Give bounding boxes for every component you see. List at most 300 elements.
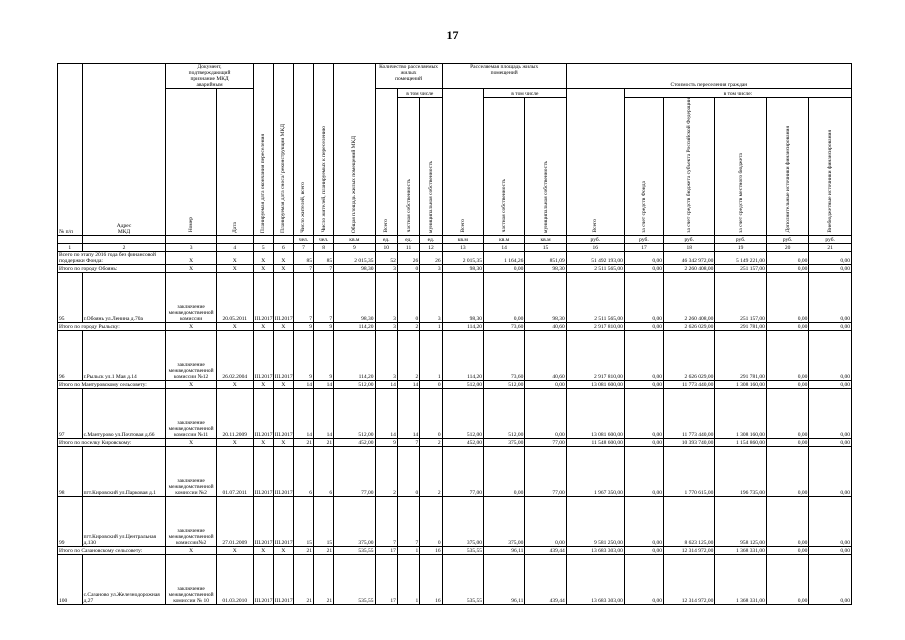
column-number-cell: 18: [664, 243, 715, 251]
table-cell: 0,00: [766, 554, 808, 604]
table-cell: 0,00: [809, 264, 852, 272]
table-cell: 2: [420, 446, 442, 496]
table-cell: 3: [375, 330, 397, 380]
table-cell: 77,00: [525, 438, 566, 446]
table-cell: 1 368 331,00: [715, 546, 766, 554]
column-number-cell: 9: [334, 243, 375, 251]
table-cell: 375,00: [334, 496, 375, 546]
table-cell: 0: [420, 388, 442, 438]
page-number: 17: [446, 28, 459, 42]
row-number: 96: [58, 330, 83, 380]
header-area-total: Общая площадь жилых помещений МКД: [334, 64, 375, 236]
table-cell: 16: [420, 546, 442, 554]
table-cell: 2: [397, 322, 419, 330]
table-cell: X: [216, 546, 253, 554]
column-number-cell: 21: [809, 243, 852, 251]
row-number: 99: [58, 496, 83, 546]
table-cell: 375,00: [442, 496, 483, 546]
row-document-number: заключение межведомственной комиссии № 10: [166, 554, 216, 604]
table-cell: 17: [375, 546, 397, 554]
row-address: с.Сазаново ул.Железнодорожная д.27: [82, 554, 166, 604]
summary-row: [58, 380, 852, 388]
summary-label: Итого по городу Обоянь:: [58, 264, 166, 272]
table-cell: 439,44: [525, 554, 566, 604]
table-cell: 0,00: [809, 322, 852, 330]
header-address-label-2: МКД: [117, 228, 131, 235]
table-cell: 12 314 972,00: [664, 554, 715, 604]
table-cell: 0,00: [624, 554, 663, 604]
table-cell: 6: [293, 446, 313, 496]
table-row: [58, 496, 852, 546]
table-cell: X: [166, 264, 216, 272]
table-cell: 2 260 408,00: [664, 264, 715, 272]
header-count-group: Количество расселяемых жилых помещений: [375, 64, 442, 89]
header-count-in-number: в том числе: [397, 89, 442, 98]
table-cell: 1 368 331,00: [715, 554, 766, 604]
table-cell: 6: [314, 446, 334, 496]
summary-label: Итого по городу Рыльску:: [58, 322, 166, 330]
unit-cell: кв.м: [484, 235, 525, 243]
unit-cell: руб.: [766, 235, 808, 243]
header-cost-extra2: Внебюджетные источники финансирования: [809, 98, 852, 236]
table-cell: 26.02.2004: [216, 330, 253, 380]
table-cell: 13 683 303,00: [566, 546, 624, 554]
table-cell: 0,00: [766, 546, 808, 554]
table-cell: 2 015,35: [334, 251, 375, 264]
table-cell: 13 081 600,00: [566, 380, 624, 388]
table-cell: 98,30: [334, 264, 375, 272]
table-cell: 98,30: [334, 272, 375, 322]
table-cell: X: [273, 251, 293, 264]
table-row: [58, 330, 852, 380]
unit-cell: чел.: [293, 235, 313, 243]
table-cell: III.2017: [273, 272, 293, 322]
unit-cell: [253, 235, 273, 243]
table-cell: III.2017: [253, 272, 273, 322]
table-cell: 958 125,00: [715, 496, 766, 546]
table-cell: 1 967 350,00: [566, 446, 624, 496]
row-number: 95: [58, 272, 83, 322]
table-cell: 11 773 440,00: [664, 380, 715, 388]
table-cell: 1 164,26: [484, 251, 525, 264]
header-address-cell: [82, 64, 166, 236]
summary-label: Всего по этапу 2016 года без финансовой поддержки Фонда:: [58, 251, 166, 264]
table-cell: 439,44: [525, 546, 566, 554]
table-cell: 1: [397, 554, 419, 604]
table-cell: 15: [293, 496, 313, 546]
table-cell: 452,00: [334, 438, 375, 446]
table-cell: 3: [375, 272, 397, 322]
table-cell: 0,00: [809, 554, 852, 604]
column-number-cell: 10: [375, 243, 397, 251]
table-cell: 0,00: [766, 322, 808, 330]
header-cost-extra: Дополнительные источники финансирования: [766, 98, 808, 236]
table-cell: 0,00: [766, 264, 808, 272]
table-cell: 9: [314, 322, 334, 330]
table-cell: 20.05.2011: [216, 272, 253, 322]
table-cell: 77,00: [442, 446, 483, 496]
column-number-cell: 20: [766, 243, 808, 251]
table-cell: X: [273, 264, 293, 272]
column-number-cell: 19: [715, 243, 766, 251]
table-cell: 0,00: [766, 380, 808, 388]
header-area-group: Расселяемая площадь жилых помещений: [442, 64, 566, 89]
table-cell: 21: [293, 546, 313, 554]
table-row: [58, 554, 852, 604]
table-cell: X: [216, 251, 253, 264]
table-row: [58, 446, 852, 496]
column-number-cell: 12: [420, 243, 442, 251]
table-cell: 2 917 810,00: [566, 322, 624, 330]
table-cell: 0,00: [484, 272, 525, 322]
table-cell: 1: [397, 546, 419, 554]
unit-cell: кв.м: [442, 235, 483, 243]
table-cell: 52: [375, 251, 397, 264]
table-cell: 0,00: [624, 264, 663, 272]
row-document-number: заключение межведомственной комиссии№2: [166, 496, 216, 546]
header-area-all: Всего: [442, 89, 483, 236]
column-number-cell: 11: [397, 243, 419, 251]
table-cell: 535,55: [442, 546, 483, 554]
header-count-private: частная собственность: [397, 98, 419, 236]
table-cell: 0,00: [525, 380, 566, 388]
table-cell: III.2017: [273, 446, 293, 496]
table-cell: 0,00: [809, 272, 852, 322]
table-cell: 1 308 160,00: [715, 388, 766, 438]
row-document-number: заключение межведомственной комиссии №11: [166, 388, 216, 438]
unit-cell: [273, 235, 293, 243]
table-cell: X: [253, 546, 273, 554]
table-cell: 14: [314, 380, 334, 388]
table-row: [58, 388, 852, 438]
unit-cell: кв.м: [525, 235, 566, 243]
table-cell: X: [166, 251, 216, 264]
table-cell: 0,00: [766, 388, 808, 438]
table-cell: III.2017: [273, 330, 293, 380]
table-cell: 98,30: [442, 264, 483, 272]
table-cell: 512,00: [442, 380, 483, 388]
table-cell: 2 015,35: [442, 251, 483, 264]
unit-cell: кв.м: [334, 235, 375, 243]
table-cell: 26: [397, 251, 419, 264]
table-cell: X: [273, 380, 293, 388]
table-cell: 85: [314, 251, 334, 264]
table-cell: 85: [293, 251, 313, 264]
table-cell: III.2017: [253, 388, 273, 438]
table-cell: 2 626 029,00: [664, 322, 715, 330]
table-cell: III.2017: [273, 388, 293, 438]
column-number-cell: 3: [166, 243, 216, 251]
column-number-cell: 4: [216, 243, 253, 251]
table-cell: 3: [375, 264, 397, 272]
table-cell: 40,60: [525, 330, 566, 380]
column-number-cell: 1: [58, 243, 83, 251]
table-cell: III.2017: [273, 554, 293, 604]
table-cell: 21: [293, 554, 313, 604]
table-cell: 452,00: [442, 438, 483, 446]
table-cell: 0,00: [766, 330, 808, 380]
table-cell: 0: [397, 264, 419, 272]
table-cell: 3: [420, 264, 442, 272]
table-cell: 96,11: [484, 554, 525, 604]
table-cell: 535,55: [442, 554, 483, 604]
table-cell: X: [216, 264, 253, 272]
table-cell: 7: [397, 438, 419, 446]
table-cell: 17: [375, 554, 397, 604]
row-address: с.Мантурово ул.Почтовая д.66: [82, 388, 166, 438]
table-cell: X: [253, 264, 273, 272]
table-cell: 7: [293, 264, 313, 272]
table-cell: 96,11: [484, 546, 525, 554]
header-area-in-number: в том числе: [484, 89, 567, 98]
unit-cell: руб.: [566, 235, 624, 243]
table-cell: 512,00: [484, 388, 525, 438]
row-address: пгт.Кировский ул.Центральная д.130: [82, 496, 166, 546]
header-area-private: частная собственность: [484, 98, 525, 236]
table-row: [58, 272, 852, 322]
table-cell: 12 314 972,00: [664, 546, 715, 554]
unit-cell: руб.: [809, 235, 852, 243]
table-cell: III.2017: [253, 554, 273, 604]
table-cell: 9: [375, 438, 397, 446]
table-cell: 2 917 810,00: [566, 330, 624, 380]
table-cell: 7: [314, 264, 334, 272]
table-cell: 251 157,00: [715, 264, 766, 272]
header-residents: Число жителей, всего: [293, 64, 313, 236]
table-cell: 21: [314, 546, 334, 554]
table-cell: 21: [314, 438, 334, 446]
column-number-cell: 13: [442, 243, 483, 251]
table-cell: III.2017: [253, 330, 273, 380]
table-cell: 9: [293, 330, 313, 380]
table-cell: 1 770 615,00: [664, 446, 715, 496]
table-cell: III.2017: [273, 496, 293, 546]
table-cell: 0,00: [766, 272, 808, 322]
header-count-all: Всего: [375, 89, 397, 236]
table-cell: 26: [420, 251, 442, 264]
table-cell: 2 511 565,00: [566, 264, 624, 272]
table-cell: 77,00: [525, 446, 566, 496]
table-cell: 8 623 125,00: [664, 496, 715, 546]
table-cell: 0,00: [766, 251, 808, 264]
table-cell: 512,00: [484, 380, 525, 388]
unit-cell: ед.: [375, 235, 397, 243]
row-number: 98: [58, 446, 83, 496]
table-cell: 14: [397, 380, 419, 388]
table-cell: 77,00: [334, 446, 375, 496]
table-cell: 14: [293, 388, 313, 438]
table-cell: 251 157,00: [715, 272, 766, 322]
table-cell: 9 581 250,00: [566, 496, 624, 546]
table-cell: X: [273, 546, 293, 554]
row-document-number: заключение межведомственной комиссии: [166, 272, 216, 322]
table-cell: 14: [397, 388, 419, 438]
unit-cell: ед.: [397, 235, 419, 243]
table-cell: 3: [420, 272, 442, 322]
table-cell: 01.03.2010: [216, 554, 253, 604]
table-cell: 13 081 600,00: [566, 388, 624, 438]
header-npp-label: № п/п: [59, 228, 74, 235]
table-cell: 3: [375, 322, 397, 330]
column-number-cell: 2: [82, 243, 166, 251]
table-cell: 2: [397, 330, 419, 380]
table-cell: 0,00: [624, 438, 663, 446]
table-cell: 14: [314, 388, 334, 438]
table-cell: 291 781,00: [715, 322, 766, 330]
header-number: Номер: [166, 89, 216, 236]
table-cell: X: [253, 380, 273, 388]
table-cell: 375,00: [484, 438, 525, 446]
table-cell: 2 626 029,00: [664, 330, 715, 380]
table-cell: 0,00: [624, 546, 663, 554]
table-cell: 291 781,00: [715, 330, 766, 380]
header-cost-subject: за счет средств бюджета субъекта Российской Федерации: [664, 98, 715, 236]
table-cell: 114,20: [334, 322, 375, 330]
header-cost-all: Всего: [566, 89, 624, 236]
table-cell: 21: [314, 554, 334, 604]
table-cell: 7: [314, 272, 334, 322]
table-cell: 14: [375, 380, 397, 388]
header-planned-end: Планируемая дата окончания переселения: [253, 64, 273, 236]
table-cell: X: [166, 546, 216, 554]
row-address: пгт.Кировский ул.Парковая д.1: [82, 446, 166, 496]
table-cell: 0,00: [809, 546, 852, 554]
summary-label: Итого по Мантуровскому сельсовету:: [58, 380, 166, 388]
table-cell: 15: [314, 496, 334, 546]
table-cell: X: [216, 380, 253, 388]
summary-row: [58, 546, 852, 554]
table-cell: III.2017: [253, 496, 273, 546]
table-cell: 2 260 408,00: [664, 272, 715, 322]
table-cell: 7: [397, 496, 419, 546]
column-number-cell: 16: [566, 243, 624, 251]
table-cell: 0,00: [809, 251, 852, 264]
table-cell: 0,00: [624, 496, 663, 546]
table-cell: 46 342 972,00: [664, 251, 715, 264]
table-cell: 2: [420, 438, 442, 446]
table-cell: X: [253, 438, 273, 446]
table-cell: 11 548 600,00: [566, 438, 624, 446]
unit-cell: [166, 235, 216, 243]
header-npp-cell: [58, 64, 83, 236]
row-address: г.Рыльск ул.1 Мая д.14: [82, 330, 166, 380]
table-cell: X: [216, 322, 253, 330]
unit-cell: руб.: [624, 235, 663, 243]
table-cell: 0,00: [525, 496, 566, 546]
table-cell: 0,00: [624, 446, 663, 496]
unit-cell: [216, 235, 253, 243]
header-cost-local: за счет средств местного бюджета: [715, 98, 766, 236]
table-cell: 0: [420, 496, 442, 546]
table-cell: X: [166, 438, 216, 446]
table-cell: 1 154 860,00: [715, 438, 766, 446]
table-cell: 21: [293, 438, 313, 446]
table-cell: 114,20: [442, 330, 483, 380]
column-number-cell: 14: [484, 243, 525, 251]
table-cell: 851,09: [525, 251, 566, 264]
table-cell: 0,00: [809, 388, 852, 438]
table-cell: 535,55: [334, 546, 375, 554]
table-cell: X: [273, 322, 293, 330]
table-cell: 20.11.2009: [216, 388, 253, 438]
column-number-cell: 6: [273, 243, 293, 251]
header-planned-demolish: Планируемая дата сноса/ реконструкции МКД: [273, 64, 293, 236]
table-cell: 9: [293, 322, 313, 330]
table-cell: 16: [420, 554, 442, 604]
row-number: 97: [58, 388, 83, 438]
table-cell: 98,30: [442, 272, 483, 322]
table-cell: 2: [375, 446, 397, 496]
table-cell: 512,00: [442, 388, 483, 438]
header-doc-group: Документ, подтверждающий признание МКД аварийным: [166, 64, 253, 89]
table-cell: 1: [420, 330, 442, 380]
table-cell: X: [253, 322, 273, 330]
summary-row: [58, 322, 852, 330]
table-cell: 98,30: [525, 264, 566, 272]
row-address: г.Обоянь ул.Ленина д.70а: [82, 272, 166, 322]
table-cell: X: [253, 251, 273, 264]
table-cell: 7: [375, 496, 397, 546]
table-cell: 13 683 303,00: [566, 554, 624, 604]
table-cell: 0,00: [809, 446, 852, 496]
table-cell: 0,00: [809, 438, 852, 446]
summary-row: [58, 251, 852, 264]
header-address-label: Адрес: [116, 222, 132, 229]
column-number-cell: 8: [314, 243, 334, 251]
unit-cell: чел.: [314, 235, 334, 243]
table-cell: 40,60: [525, 322, 566, 330]
unit-cell: [82, 235, 166, 243]
summary-row: [58, 264, 852, 272]
column-number-cell: 7: [293, 243, 313, 251]
table-cell: 7: [293, 272, 313, 322]
header-date: Дата: [216, 89, 253, 236]
table-cell: 0,00: [809, 496, 852, 546]
unit-cell: [58, 235, 83, 243]
table-cell: 11 773 440,00: [664, 388, 715, 438]
table-cell: 0: [397, 272, 419, 322]
table-cell: 0,00: [624, 322, 663, 330]
summary-label: Итого по поселку Кировскому:: [58, 438, 166, 446]
table-cell: X: [216, 438, 253, 446]
table-cell: 1: [420, 322, 442, 330]
table-cell: 0: [397, 446, 419, 496]
table-cell: 0,00: [766, 438, 808, 446]
table-cell: 10 393 740,00: [664, 438, 715, 446]
table-cell: 196 735,00: [715, 446, 766, 496]
header-cost-group: Стоимость переселения граждан: [566, 64, 851, 89]
table-cell: 1 308 160,00: [715, 380, 766, 388]
table-cell: 0,00: [766, 496, 808, 546]
row-document-number: заключение межведомственной комиссии №2: [166, 446, 216, 496]
table-cell: 73,60: [484, 322, 525, 330]
header-count-municipal: муниципальная собственность: [420, 98, 442, 236]
table-cell: 0,00: [624, 380, 663, 388]
summary-label: Итого по Сазановскому сельсовету:: [58, 546, 166, 554]
table-cell: 51 492 193,00: [566, 251, 624, 264]
unit-cell: руб.: [664, 235, 715, 243]
table-cell: 535,55: [334, 554, 375, 604]
row-document-number: заключение межведомственной комиссии №12: [166, 330, 216, 380]
table-cell: 0,00: [766, 446, 808, 496]
table-cell: 5 149 221,00: [715, 251, 766, 264]
table-cell: 0,00: [624, 388, 663, 438]
table-cell: 512,00: [334, 388, 375, 438]
table-cell: X: [273, 438, 293, 446]
table-cell: 0,00: [484, 264, 525, 272]
table-cell: 512,00: [334, 380, 375, 388]
table-cell: 114,20: [334, 330, 375, 380]
